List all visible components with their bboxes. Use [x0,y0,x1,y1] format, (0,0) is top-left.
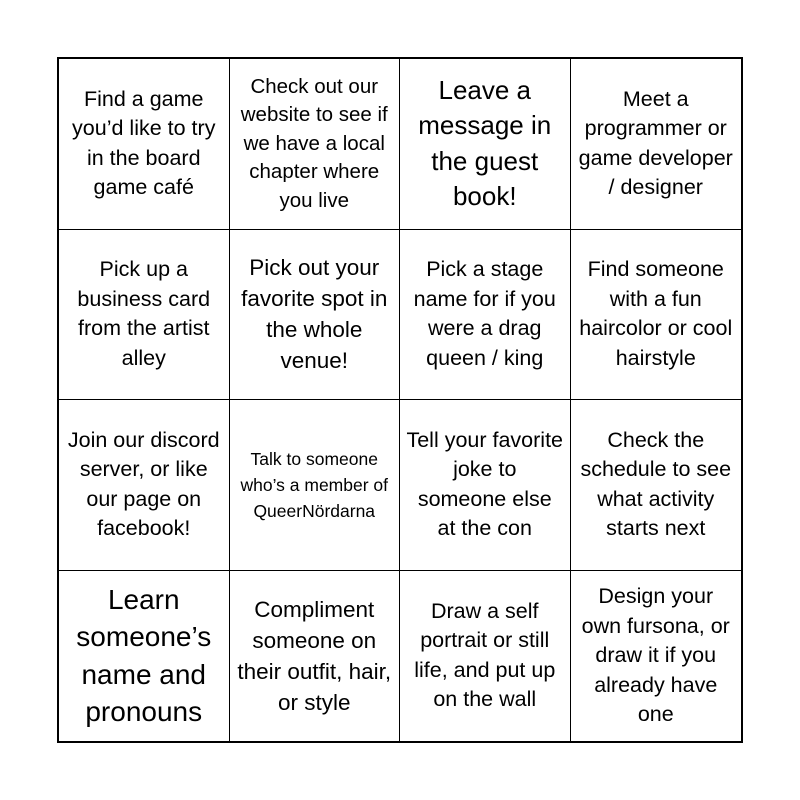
bingo-cell-text: Find a game you’d like to try in the board game café [72,86,216,200]
bingo-cell-r4c3[interactable] [400,571,571,742]
bingo-cell-text: Pick a stage name for if you were a drag queen / king [413,257,556,370]
bingo-cell-r3c1[interactable] [59,400,230,571]
bingo-cell-r1c2[interactable] [230,59,401,230]
bingo-cell-r4c2[interactable] [230,571,401,742]
bingo-cell-text: Check the schedule to see what activity starts next [580,427,732,541]
bingo-cell-text: Learn someone’s name and pronouns [76,583,212,728]
bingo-cell-text: Design your own fursona, or draw it if you already have one [581,584,730,726]
bingo-cell-text: Leave a message in the guest book! [418,74,552,212]
bingo-cell-text: Talk to someone who’s a member of QueerNördarna [240,448,389,521]
bingo-cell-text: Check out our website to see if we have a local chapter where you live [240,74,388,212]
bingo-cell-r2c4[interactable] [571,230,742,401]
bingo-cell-text: Find someone with a fun haircolor or cool hairstyle [579,257,733,370]
bingo-cell-r2c2[interactable] [230,230,401,401]
bingo-cell-text: Draw a self portrait or still life, and put up on the wall [414,598,556,712]
bingo-cell-r3c2[interactable] [230,400,401,571]
bingo-cell-text: Pick out your favorite spot in the whole venue! [241,255,388,374]
bingo-cell-text: Compliment someone on their outfit, hair, or style [237,596,392,715]
bingo-cell-r1c1[interactable] [59,59,230,230]
bingo-cell-r1c3[interactable] [400,59,571,230]
bingo-cell-text: Tell your favorite joke to someone else at the con [406,427,564,541]
bingo-cell-text: Meet a programmer or game developer / designer [578,86,733,200]
bingo-cell-r3c3[interactable] [400,400,571,571]
bingo-cell-r1c4[interactable] [571,59,742,230]
bingo-cell-text: Pick up a business card from the artist alley [77,257,211,370]
bingo-cell-r4c1[interactable] [59,571,230,742]
bingo-cell-r2c3[interactable] [400,230,571,401]
bingo-cell-r4c4[interactable] [571,571,742,742]
bingo-cell-text: Join our discord server, or like our page on facebook! [67,427,220,541]
bingo-cell-r3c4[interactable] [571,400,742,571]
bingo-board [57,57,743,743]
bingo-cell-r2c1[interactable] [59,230,230,401]
